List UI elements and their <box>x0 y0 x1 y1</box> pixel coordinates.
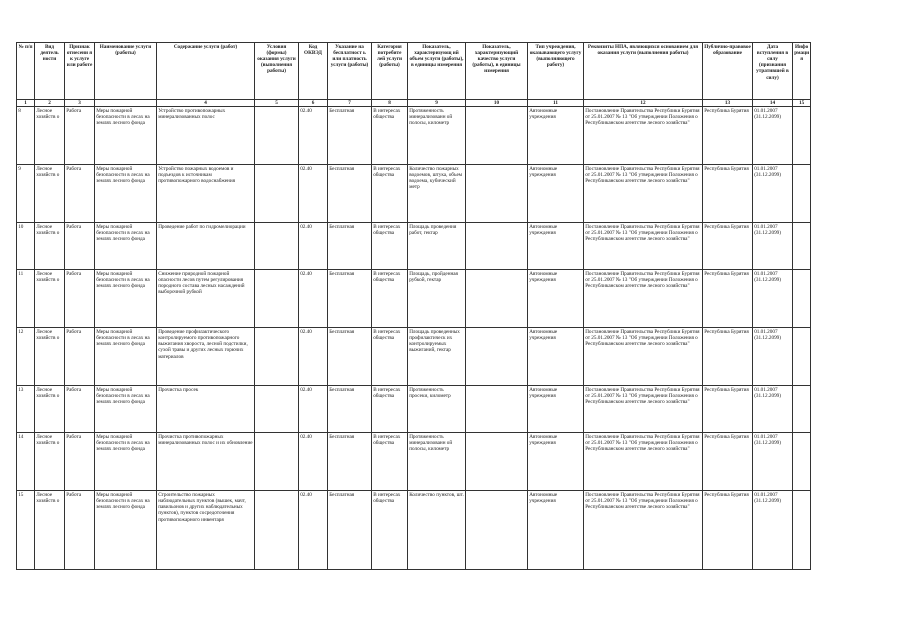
institution-type-cell: Автономные учреждения <box>528 270 584 328</box>
institution-type-cell: Автономные учреждения <box>528 491 584 570</box>
header-cell: Вид деятель ности <box>35 43 65 100</box>
payment-cell: Бесплатная <box>328 165 372 223</box>
public-entity-cell: Республика Бурятия <box>703 165 753 223</box>
sign-cell: Работа <box>65 165 95 223</box>
okved-cell: 02.40 <box>299 165 328 223</box>
header-cell: Тип учреждения, оказывающего услугу (выполняющего работу) <box>528 43 584 100</box>
npa-cell: Постановление Правительства Республики Бурятия от 25.01.2007 № 13 "Об утверждении Положения о Республиканском агентстве лесного хозяйства" <box>584 328 703 386</box>
npa-cell: Постановление Правительства Республики Бурятия от 25.01.2007 № 13 "Об утверждении Положения о Республиканском агентстве лесного хозяйства" <box>584 107 703 165</box>
conditions-cell <box>255 433 299 491</box>
column-number: 14 <box>753 100 793 107</box>
info-cell <box>793 270 811 328</box>
volume-indicator-cell: Протяженность просеки, километр <box>408 386 466 433</box>
npa-cell: Постановление Правительства Республики Бурятия от 25.01.2007 № 13 "Об утверждении Положения о Республиканском агентстве лесного хозяйства" <box>584 386 703 433</box>
column-number: 15 <box>793 100 811 107</box>
sign-cell: Работа <box>65 386 95 433</box>
conditions-cell <box>255 386 299 433</box>
column-number <box>95 100 157 107</box>
header-cell: Содержание услуги (работ) <box>157 43 255 100</box>
quality-indicator-cell <box>466 491 528 570</box>
table-row <box>17 165 811 223</box>
column-number: 8 <box>372 100 408 107</box>
sign-cell: Работа <box>65 107 95 165</box>
payment-cell: Бесплатная <box>328 107 372 165</box>
quality-indicator-cell <box>466 223 528 270</box>
row-number-cell: 13 <box>17 386 35 433</box>
volume-indicator-cell: Площадь, пройденная рубкой, гектар <box>408 270 466 328</box>
content-cell: Прочистка просек <box>157 386 255 433</box>
header-cell: Признак отнесени я к услуге или работе <box>65 43 95 100</box>
payment-cell: Бесплатная <box>328 491 372 570</box>
activity-cell: Лесное хозяйств о <box>35 328 65 386</box>
service-name-cell: Меры пожарной безопасности в лесах на землях лесного фонда <box>95 386 157 433</box>
services-table <box>16 42 811 570</box>
volume-indicator-cell: Количество пунктов, шт. <box>408 491 466 570</box>
info-cell <box>793 107 811 165</box>
activity-cell: Лесное хозяйств о <box>35 433 65 491</box>
content-cell: Устройство пожарных водоемов и подъездов к источникам противопожарного водоснабжения <box>157 165 255 223</box>
effective-date-cell: 01.01.2007 (31.12.2099) <box>753 386 793 433</box>
volume-indicator-cell: Количество пожарных водоемов, штука, объем водоема, кубический метр <box>408 165 466 223</box>
volume-indicator-cell: Площадь проведенных профилактическ их контролируемых выжиганий, гектар <box>408 328 466 386</box>
consumers-cell: В интересах общества <box>372 433 408 491</box>
header-cell: Показатель, характеризующ ий объем услуги (работы), в единицы измерения <box>408 43 466 100</box>
quality-indicator-cell <box>466 270 528 328</box>
consumers-cell: В интересах общества <box>372 328 408 386</box>
service-name-cell: Меры пожарной безопасности в лесах на землях лесного фонда <box>95 223 157 270</box>
column-number: 5 <box>255 100 299 107</box>
consumers-cell: В интересах общества <box>372 386 408 433</box>
consumers-cell: В интересах общества <box>372 270 408 328</box>
column-number: 9 <box>408 100 466 107</box>
quality-indicator-cell <box>466 165 528 223</box>
consumers-cell: В интересах общества <box>372 223 408 270</box>
header-cell: Публично-правовое образование <box>703 43 753 100</box>
column-number: 11 <box>528 100 584 107</box>
table-row <box>17 386 811 433</box>
row-number-cell: 11 <box>17 270 35 328</box>
row-number-cell: 8 <box>17 107 35 165</box>
header-cell: Условия (формы) оказания услуги (выполнения работы) <box>255 43 299 100</box>
table-row <box>17 270 811 328</box>
table-body <box>17 107 811 570</box>
column-number: 10 <box>466 100 528 107</box>
okved-cell: 02.40 <box>299 491 328 570</box>
conditions-cell <box>255 165 299 223</box>
npa-cell: Постановление Правительства Республики Бурятия от 25.01.2007 № 13 "Об утверждении Положения о Республиканском агентстве лесного хозяйства" <box>584 270 703 328</box>
okved-cell: 02.40 <box>299 328 328 386</box>
activity-cell: Лесное хозяйств о <box>35 270 65 328</box>
quality-indicator-cell <box>466 107 528 165</box>
column-number: 4 <box>157 100 255 107</box>
payment-cell: Бесплатная <box>328 328 372 386</box>
conditions-cell <box>255 270 299 328</box>
column-number: 3 <box>65 100 95 107</box>
quality-indicator-cell <box>466 433 528 491</box>
public-entity-cell: Республика Бурятия <box>703 386 753 433</box>
institution-type-cell: Автономные учреждения <box>528 433 584 491</box>
header-cell: Код ОКВЭД <box>299 43 328 100</box>
public-entity-cell: Республика Бурятия <box>703 328 753 386</box>
consumers-cell: В интересах общества <box>372 165 408 223</box>
payment-cell: Бесплатная <box>328 433 372 491</box>
column-number: 6 <box>299 100 328 107</box>
table-row <box>17 107 811 165</box>
institution-type-cell: Автономные учреждения <box>528 107 584 165</box>
okved-cell: 02.40 <box>299 270 328 328</box>
content-cell: Устройство противопожарных минерализованных полос <box>157 107 255 165</box>
volume-indicator-cell: Протяженность минерализованн ой полосы, километр <box>408 107 466 165</box>
header-row <box>17 43 811 100</box>
info-cell <box>793 491 811 570</box>
conditions-cell <box>255 491 299 570</box>
info-cell <box>793 223 811 270</box>
header-cell: Наименование услуги (работы) <box>95 43 157 100</box>
quality-indicator-cell <box>466 386 528 433</box>
npa-cell: Постановление Правительства Республики Бурятия от 25.01.2007 № 13 "Об утверждении Положения о Республиканском агентстве лесного хозяйства" <box>584 491 703 570</box>
info-cell <box>793 386 811 433</box>
service-name-cell: Меры пожарной безопасности в лесах на землях лесного фонда <box>95 165 157 223</box>
volume-indicator-cell: Площадь проведения работ, гектар <box>408 223 466 270</box>
effective-date-cell: 01.01.2007 (31.12.2099) <box>753 270 793 328</box>
header-cell: Категория потребите лей услуги (работы) <box>372 43 408 100</box>
conditions-cell <box>255 328 299 386</box>
public-entity-cell: Республика Бурятия <box>703 433 753 491</box>
content-cell: Прочистка противопожарных минерализованных полос и их обновление <box>157 433 255 491</box>
service-name-cell: Меры пожарной безопасности в лесах на землях лесного фонда <box>95 270 157 328</box>
info-cell <box>793 328 811 386</box>
effective-date-cell: 01.01.2007 (31.12.2099) <box>753 433 793 491</box>
consumers-cell: В интересах общества <box>372 491 408 570</box>
consumers-cell: В интересах общества <box>372 107 408 165</box>
header-cell: Реквизиты НПА, являющихся основанием для оказания услуги (выполнения работы) <box>584 43 703 100</box>
row-number-cell: 10 <box>17 223 35 270</box>
row-number-cell: 15 <box>17 491 35 570</box>
service-name-cell: Меры пожарной безопасности в лесах на землях лесного фонда <box>95 328 157 386</box>
conditions-cell <box>255 107 299 165</box>
payment-cell: Бесплатная <box>328 386 372 433</box>
effective-date-cell: 01.01.2007 (31.12.2099) <box>753 491 793 570</box>
header-cell: Дата вступления в силу (признания утратившей в силу) <box>753 43 793 100</box>
activity-cell: Лесное хозяйств о <box>35 107 65 165</box>
info-cell <box>793 433 811 491</box>
sign-cell: Работа <box>65 433 95 491</box>
table-row <box>17 433 811 491</box>
payment-cell: Бесплатная <box>328 270 372 328</box>
activity-cell: Лесное хозяйств о <box>35 223 65 270</box>
activity-cell: Лесное хозяйств о <box>35 386 65 433</box>
public-entity-cell: Республика Бурятия <box>703 223 753 270</box>
service-name-cell: Меры пожарной безопасности в лесах на землях лесного фонда <box>95 107 157 165</box>
sign-cell: Работа <box>65 270 95 328</box>
content-cell: Строительство пожарных наблюдательных пунктов (вышек, мачт, павильонов и других наблюдательных пунктов), пунктов сосредоточения противопожарного инвентаря <box>157 491 255 570</box>
conditions-cell <box>255 223 299 270</box>
sign-cell: Работа <box>65 223 95 270</box>
npa-cell: Постановление Правительства Республики Бурятия от 25.01.2007 № 13 "Об утверждении Положения о Республиканском агентстве лесного хозяйства" <box>584 165 703 223</box>
header-cell: Показатель, характеризующий качество услуги (работы), в единицы измерения <box>466 43 528 100</box>
content-cell: Проведение профилактического контролируемого противопожарного выжигания хвороста, лесной подстилки, сухой травы и других лесных горючих материалов <box>157 328 255 386</box>
sign-cell: Работа <box>65 491 95 570</box>
column-number: 12 <box>584 100 703 107</box>
content-cell: Снижение природной пожарной опасности лесов путем регулирования породного состава лесных насаждений выборочной рубкой <box>157 270 255 328</box>
okved-cell: 02.40 <box>299 386 328 433</box>
service-name-cell: Меры пожарной безопасности в лесах на землях лесного фонда <box>95 433 157 491</box>
row-number-cell: 14 <box>17 433 35 491</box>
payment-cell: Бесплатная <box>328 223 372 270</box>
public-entity-cell: Республика Бурятия <box>703 270 753 328</box>
institution-type-cell: Автономные учреждения <box>528 386 584 433</box>
column-number: 13 <box>703 100 753 107</box>
quality-indicator-cell <box>466 328 528 386</box>
column-number: 2 <box>35 100 65 107</box>
public-entity-cell: Республика Бурятия <box>703 107 753 165</box>
sign-cell: Работа <box>65 328 95 386</box>
header-cell: Указание на бесплатност ь или платность услуги (работы) <box>328 43 372 100</box>
okved-cell: 02.40 <box>299 223 328 270</box>
info-cell <box>793 165 811 223</box>
content-cell: Проведение работ по гидромелиорации <box>157 223 255 270</box>
activity-cell: Лесное хозяйств о <box>35 491 65 570</box>
row-number-cell: 12 <box>17 328 35 386</box>
column-number-row <box>17 100 811 107</box>
effective-date-cell: 01.01.2007 (31.12.2099) <box>753 328 793 386</box>
table-row <box>17 223 811 270</box>
effective-date-cell: 01.01.2007 (31.12.2099) <box>753 107 793 165</box>
column-number: 7 <box>328 100 372 107</box>
npa-cell: Постановление Правительства Республики Бурятия от 25.01.2007 № 13 "Об утверждении Положения о Республиканском агентстве лесного хозяйства" <box>584 433 703 491</box>
institution-type-cell: Автономные учреждения <box>528 328 584 386</box>
effective-date-cell: 01.01.2007 (31.12.2099) <box>753 165 793 223</box>
institution-type-cell: Автономные учреждения <box>528 223 584 270</box>
table-row <box>17 491 811 570</box>
public-entity-cell: Республика Бурятия <box>703 491 753 570</box>
activity-cell: Лесное хозяйств о <box>35 165 65 223</box>
header-cell: № п/п <box>17 43 35 100</box>
volume-indicator-cell: Протяженность минерализованн ой полосы, километр <box>408 433 466 491</box>
header-cell: Инфо рмаци я <box>793 43 811 100</box>
okved-cell: 02.40 <box>299 433 328 491</box>
effective-date-cell: 01.01.2007 (31.12.2099) <box>753 223 793 270</box>
okved-cell: 02.40 <box>299 107 328 165</box>
npa-cell: Постановление Правительства Республики Бурятия от 25.01.2007 № 13 "Об утверждении Положения о Республиканском агентстве лесного хозяйства" <box>584 223 703 270</box>
column-number: 1 <box>17 100 35 107</box>
table-row <box>17 328 811 386</box>
row-number-cell: 9 <box>17 165 35 223</box>
service-name-cell: Меры пожарной безопасности в лесах на землях лесного фонда <box>95 491 157 570</box>
institution-type-cell: Автономные учреждения <box>528 165 584 223</box>
